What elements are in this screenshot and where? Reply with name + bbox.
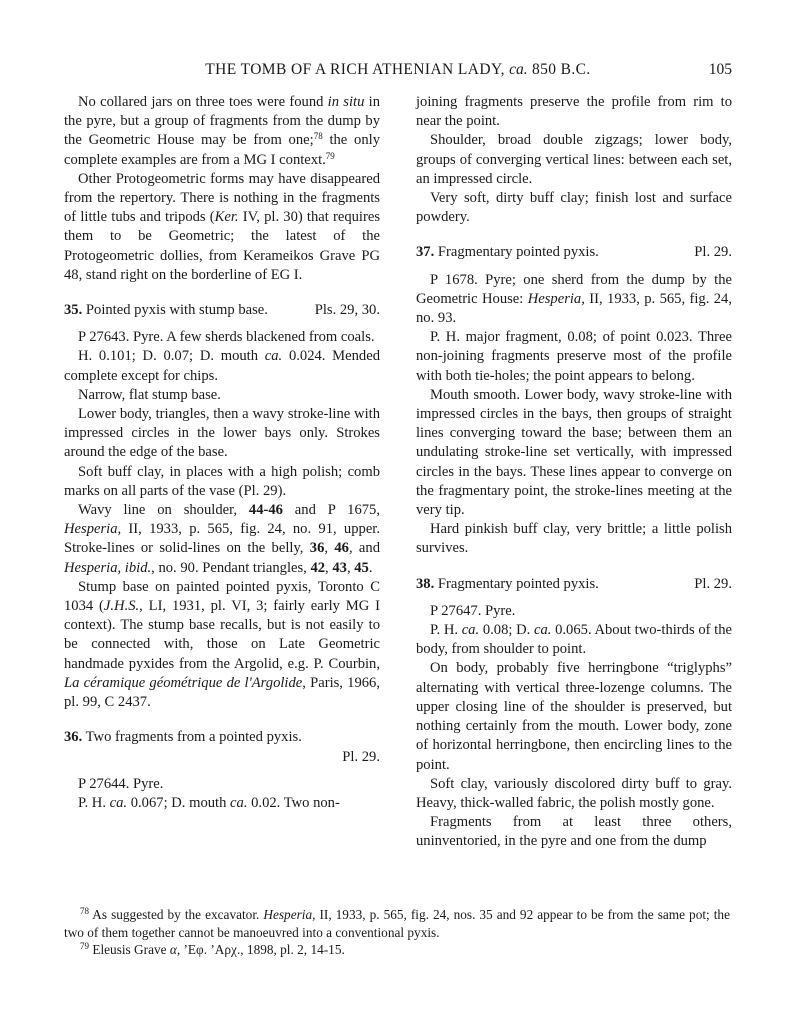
page-number: 105 xyxy=(708,61,732,78)
entry-36-continuation: joining fragments preserve the profile from rim to near the point. xyxy=(416,94,732,130)
footnotes xyxy=(64,906,730,959)
entry-title: Fragmentary pointed pyxis. xyxy=(437,244,599,261)
entry-38-decoration: On body, probably five herringbone “triglyphs” alternating with vertical three-lozenge columns. The upper closing line of the shoulder is preserved, but nothing certainly from the mouth. Lower body, zone of horizontal herringbone, then encircling lines to the point. xyxy=(416,660,732,773)
entry-title: Fragmentary pointed pyxis. xyxy=(437,575,599,592)
running-head-ca: ca. xyxy=(509,61,528,78)
entry-35-inventory: P 27643. Pyre. A few sherds blackened from coals. xyxy=(78,329,375,346)
catalogue-entry-35-heading xyxy=(64,301,380,320)
entry-36-clay: Very soft, dirty buff clay; finish lost and surface powdery. xyxy=(416,190,732,226)
entry-number: 38. xyxy=(416,575,435,592)
entry-35-dimensions: H. 0.101; D. 0.07; D. mouth ca. 0.024. Mended complete except for chips. xyxy=(64,348,381,384)
paragraph-collared-jars: No collared jars on three toes were found in situ in the pyre, but a group of fragments from the dump by the Geometric House may be from one;$^{78}$ the only complete examples are from a MG I context.$^{79}$ xyxy=(64,94,380,168)
entry-title: Two fragments from a pointed pyxis. xyxy=(85,729,302,746)
entry-37-dimensions: P. H. major fragment, 0.08; of point 0.023. Three non-joining fragments preserve most of the profile with both tie-holes; the point appears to belong. xyxy=(416,329,732,384)
entry-37-inventory: P 1678. Pyre; one sherd from the dump by the Geometric House: Hesperia, II, 1933, p. 565, fig. 24, no. 93. xyxy=(416,271,732,327)
footnote-78: $^{78}$ As suggested by the excavator. Hesperia, II, 1933, p. 565, fig. 24, nos. 35 and 92 appear to be from the same pot; the two of them together cannot be manoeuvred into a conventional pyxis. xyxy=(64,906,730,940)
entry-plates: Pl. 29. xyxy=(694,244,732,261)
entry-35-base: Narrow, flat stump base. xyxy=(78,386,221,403)
entry-plates: Pl. 29. xyxy=(342,748,380,765)
catalogue-entry-36-heading xyxy=(64,728,380,766)
entry-37-decoration: Mouth smooth. Lower body, wavy stroke-line with impressed circles in the bays, then groups of straight lines converging toward the base; between them an undulating stroke-line set vertically, with impressed circles in the bays. These lines appear to converge on the fragmentary point, the stroke-lines meeting at the very tip. xyxy=(416,386,732,519)
catalogue-entry-37-heading xyxy=(416,243,732,262)
entry-number: 36. xyxy=(64,729,83,746)
entry-37-clay: Hard pinkish buff clay, very brittle; a little polish survives. xyxy=(416,521,732,557)
catalogue-entry-38-heading xyxy=(416,575,732,594)
entry-number: 35. xyxy=(64,302,83,319)
footnote-79: $^{79}$ Eleusis Grave α, ’Εφ. ’Αρχ., 1898, pl. 2, 14-15. xyxy=(80,941,345,957)
footnote-ref-79[interactable]: 79 xyxy=(325,150,335,161)
entry-35-decoration: Lower body, triangles, then a wavy stroke-line with impressed circles in the lower bays only. Strokes around the edge of the base. xyxy=(64,406,380,461)
paragraph-protogeometric: Other Protogeometric forms may have disappeared from the repertory. There is nothing in the fragments of little tubs and tripods (Ker. IV, pl. 30) that requires them to be Geometric; the latest of the Protogeometric dollies, from Kerameikos Grave PG 48, stand right on the borderline of EG I. xyxy=(64,170,380,283)
entry-plates: Pl. 29. xyxy=(694,575,732,592)
entry-38-clay: Soft clay, variously discolored dirty buff to gray. Heavy, thick-walled fabric, the polish mostly gone. xyxy=(416,775,732,811)
running-head-date: 850 B.C. xyxy=(531,61,591,78)
entry-36-decoration: Shoulder, broad double zigzags; lower body, groups of converging vertical lines: between each set, an impressed circle. xyxy=(416,132,732,187)
entry-plates: Pls. 29, 30. xyxy=(314,302,380,319)
entry-36-inventory: P 27644. Pyre. xyxy=(78,775,164,792)
footnote-ref-78[interactable]: 78 xyxy=(313,131,323,142)
running-head-title: THE TOMB OF A RICH ATHENIAN LADY, xyxy=(205,61,505,78)
entry-38-fragments: Fragments from at least three others, uninventoried, in the pyre and one from the dump xyxy=(416,814,732,850)
entry-36-dimensions: P. H. ca. 0.067; D. mouth ca. 0.02. Two non- xyxy=(78,794,340,811)
entry-number: 37. xyxy=(416,244,435,261)
entry-title: Pointed pyxis with stump base. xyxy=(85,302,268,319)
left-column xyxy=(64,93,380,813)
right-column xyxy=(416,93,732,852)
running-head xyxy=(60,61,736,79)
entry-35-clay: Soft buff clay, in places with a high polish; comb marks on all parts of the vase (Pl. 29). xyxy=(64,463,380,499)
entry-38-inventory: P 27647. Pyre. xyxy=(430,602,516,619)
entry-38-dimensions: P. H. ca. 0.08; D. ca. 0.065. About two-thirds of the body, from shoulder to point. xyxy=(416,622,732,658)
entry-35-comparanda: Wavy line on shoulder, 44-46 and P 1675, Hesperia, II, 1933, p. 565, fig. 24, no. 91, upper. Stroke-lines or solid-lines on the belly, 36, 46, and Hesperia, ibid., no. 90. Pendant triangles, 42, 43, 45. xyxy=(64,502,381,576)
entry-35-stump-base: Stump base on painted pointed pyxis, Toronto C 1034 (J.H.S., LI, 1931, pl. VI, 3; fairly early MG I context). The stump base recalls, but is not easily to be connected with, those on Late Geometric handmade pyxides from the Argolid, e.g. P. Courbin, La céramique géométrique de l'Argolide, Paris, 1966, pl. 99, C 2437. xyxy=(64,578,380,711)
